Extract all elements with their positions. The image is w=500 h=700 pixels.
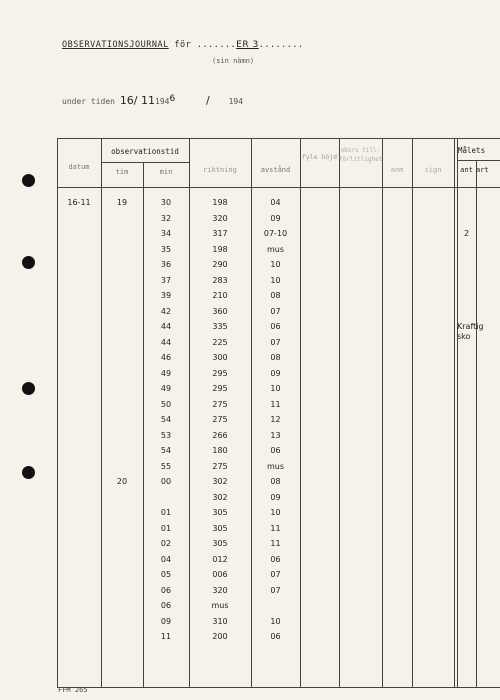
cell-min: 00 [160, 477, 172, 486]
cell-avstand: 07 [270, 585, 281, 595]
cell-avstand: 10 [270, 260, 281, 269]
column-divider [412, 138, 413, 688]
period-to: / [206, 94, 210, 107]
period-to-year-prefix: 194 [228, 97, 244, 106]
cell-avstand: 11 [270, 523, 281, 533]
col-header-art: art [476, 166, 489, 174]
period-from-year-prefix: 194 [155, 97, 170, 106]
form-code: FFM 265 [58, 686, 88, 694]
cell-min: 46 [160, 353, 172, 362]
cell-min: 44 [160, 322, 172, 331]
cell-min: 49 [160, 368, 172, 378]
binder-hole-icon [22, 382, 35, 395]
cell-avstand: 07 [270, 306, 281, 316]
column-divider [454, 138, 455, 688]
cell-min: 02 [160, 539, 172, 548]
cell-riktning: 275 [212, 461, 228, 471]
cell-avstand: 09 [270, 492, 281, 502]
cell-avstand: 08 [270, 353, 281, 362]
header-bottom-line [57, 187, 500, 188]
cell-min: 36 [160, 260, 172, 269]
cell-avstand: mus [266, 461, 285, 471]
cell-riktning: 275 [212, 399, 228, 409]
cell-riktning: 295 [212, 384, 228, 393]
cell-riktning: 275 [212, 415, 228, 424]
col-header-riktning: riktning [203, 166, 237, 174]
cell-riktning: 290 [212, 260, 228, 269]
subtitle: (sin nämn) [212, 57, 255, 65]
cell-riktning: 295 [212, 368, 228, 378]
cell-avstand: 11 [270, 539, 281, 548]
cell-min: 06 [160, 601, 172, 610]
col-header-tim: tim [115, 168, 129, 176]
cell-riktning: 317 [212, 229, 228, 238]
cell-avstand: 11 [270, 399, 281, 409]
binder-hole-icon [22, 256, 35, 269]
cell-riktning: 198 [212, 244, 228, 254]
cell-avstand: 10 [270, 508, 281, 517]
cell-riktning: 320 [212, 213, 228, 223]
cell-min: 37 [160, 275, 172, 285]
cell-min: 49 [160, 384, 172, 393]
date-cell: 16-11 [67, 198, 91, 207]
col-header-avstand: avstånd [260, 166, 291, 174]
cell-riktning: 180 [212, 446, 228, 455]
col-header-ant: ant [460, 166, 473, 174]
period-label: under tiden [62, 97, 115, 106]
cell-avstand: 09 [270, 213, 281, 223]
cell-min: 50 [160, 399, 172, 409]
binder-hole-icon [22, 466, 35, 479]
period-from-year-digit: 6 [169, 94, 176, 104]
cell-min: 54 [160, 446, 172, 455]
column-divider [476, 160, 477, 688]
cell-avstand: 07 [270, 570, 281, 579]
cell-riktning: 283 [212, 275, 228, 285]
cell-riktning: 006 [212, 570, 228, 579]
cell-min: 44 [160, 337, 172, 347]
cell-riktning: 200 [212, 632, 228, 641]
column-divider [382, 138, 383, 688]
cell-riktning: 210 [212, 291, 228, 300]
col-header-flyghojd: fyle höjd [301, 153, 338, 161]
cell-avstand: 06 [270, 446, 281, 455]
page-title: OBSERVATIONSJOURNAL för .......ER 3........ [62, 40, 304, 50]
cell-riktning: mus [211, 601, 229, 610]
cell-tim: 19 [116, 198, 128, 207]
column-divider [339, 138, 340, 688]
col-header-datum: datum [68, 163, 90, 171]
cell-riktning: 305 [212, 523, 228, 533]
column-divider [101, 138, 102, 688]
cell-riktning: 300 [212, 353, 228, 362]
cell-min: 53 [160, 430, 172, 440]
cell-min: 54 [160, 415, 172, 424]
cell-ant: 2 [463, 229, 470, 238]
cell-riktning: 266 [212, 430, 228, 440]
column-divider [457, 138, 458, 688]
cell-riktning: 305 [212, 539, 228, 548]
cell-min: 01 [160, 508, 172, 517]
col-header-min: min [159, 168, 173, 176]
cell-min: 09 [160, 616, 172, 626]
cell-min: 39 [160, 291, 172, 300]
cell-avstand: 09 [270, 368, 281, 378]
cell-min: 55 [160, 461, 172, 471]
cell-min: 34 [160, 229, 172, 238]
title-text: OBSERVATIONSJOURNAL [62, 40, 169, 50]
col-header-sign: sign [424, 166, 442, 174]
cell-riktning: 302 [212, 477, 228, 486]
binder-hole-icon [22, 174, 35, 187]
cell-riktning: 225 [212, 337, 228, 347]
cell-avstand: 08 [270, 291, 281, 300]
cell-riktning: 335 [212, 322, 228, 331]
for-label: för [174, 40, 192, 50]
for-value: ER 3 [236, 40, 259, 50]
cell-avstand: 04 [270, 198, 281, 207]
col-header-tillforlitlighet: obsrs till-förlitlighet [339, 147, 383, 163]
cell-min: 04 [160, 554, 172, 564]
cell-avstand: mus [266, 244, 285, 254]
period-from: 16/ 11 [119, 94, 156, 107]
header-divider [101, 162, 189, 163]
cell-avstand: 06 [270, 632, 281, 641]
cell-min: 06 [160, 585, 172, 595]
cell-riktning: 198 [212, 198, 228, 207]
cell-min: 11 [160, 632, 172, 641]
cell-avstand: 13 [270, 430, 281, 440]
cell-riktning: 305 [212, 508, 228, 517]
cell-min: 30 [160, 198, 172, 207]
cell-min: 05 [160, 570, 172, 579]
cell-avstand: 10 [270, 275, 281, 285]
cell-art: Kraftig sko [457, 322, 484, 341]
cell-riktning: 012 [212, 554, 228, 564]
cell-avstand: 07 [270, 337, 281, 347]
period-line [62, 94, 243, 107]
cell-avstand: 07-10 [263, 229, 288, 238]
cell-riktning: 360 [212, 306, 228, 316]
cell-min: 42 [160, 306, 172, 316]
cell-tim: 20 [116, 477, 128, 486]
cell-avstand: 08 [270, 477, 281, 486]
col-header-anm: anm [390, 166, 404, 174]
cell-riktning: 320 [212, 585, 228, 595]
cell-avstand: 10 [270, 616, 281, 626]
cell-avstand: 06 [270, 554, 281, 564]
header-divider [457, 160, 500, 161]
column-divider [300, 138, 301, 688]
cell-min: 01 [160, 523, 172, 533]
cell-min: 32 [160, 213, 172, 223]
cell-avstand: 12 [270, 415, 281, 424]
cell-avstand: 06 [270, 322, 281, 331]
cell-avstand: 10 [270, 384, 281, 393]
col-header-malets: Målets [458, 146, 486, 155]
cell-riktning: 310 [212, 616, 228, 626]
cell-riktning: 302 [212, 492, 228, 502]
cell-min: 35 [160, 244, 172, 254]
col-header-obstid: observationstid [111, 147, 179, 156]
